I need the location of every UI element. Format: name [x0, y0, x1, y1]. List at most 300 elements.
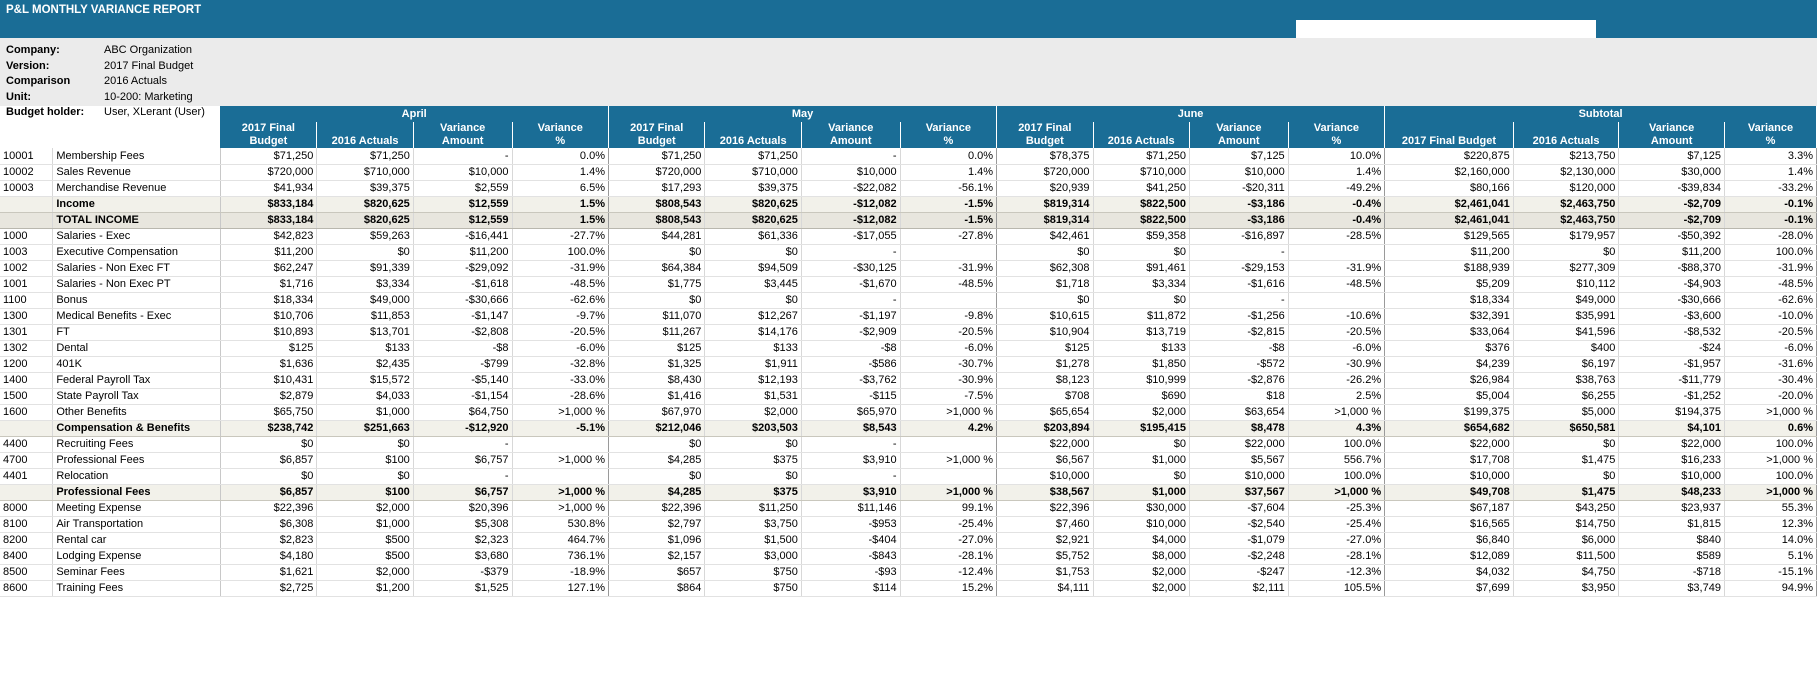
- row-value-cell: -0.1%: [1724, 212, 1816, 228]
- row-value-cell: $33,064: [1385, 324, 1514, 340]
- row-value-cell: $3,910: [801, 484, 900, 500]
- meta-row: [6, 59, 1817, 75]
- row-value-cell: $41,934: [220, 180, 316, 196]
- row-value-cell: -$1,252: [1619, 388, 1725, 404]
- row-account-code: 8000: [0, 500, 53, 516]
- row-account-label: Salaries - Non Exec FT: [53, 260, 221, 276]
- column-header-june-budget: [997, 122, 1093, 148]
- row-value-cell: $62,308: [997, 260, 1093, 276]
- row-value-cell: $30,000: [1619, 164, 1725, 180]
- row-value-cell: -$16,897: [1189, 228, 1288, 244]
- row-value-cell: $4,180: [220, 548, 316, 564]
- row-value-cell: 1.4%: [900, 164, 996, 180]
- row-value-cell: $2,111: [1189, 580, 1288, 596]
- row-value-cell: -48.5%: [900, 276, 996, 292]
- column-header-subtotal-budget: [1385, 122, 1514, 148]
- table-row: [0, 180, 1817, 196]
- row-value-cell: $35,991: [1513, 308, 1619, 324]
- row-value-cell: $65,750: [220, 404, 316, 420]
- row-value-cell: $6,757: [413, 484, 512, 500]
- row-value-cell: 530.8%: [512, 516, 608, 532]
- meta-row: [6, 90, 1817, 106]
- meta-label: Budget holder:: [6, 106, 85, 118]
- row-value-cell: $62,247: [220, 260, 316, 276]
- row-value-cell: >1,000 %: [512, 484, 608, 500]
- header-line-1: Variance: [537, 122, 583, 134]
- row-value-cell: $4,750: [1513, 564, 1619, 580]
- row-account-label: Rental car: [53, 532, 221, 548]
- row-value-cell: -: [801, 468, 900, 484]
- variance-table: [0, 106, 1817, 597]
- row-value-cell: -$16,441: [413, 228, 512, 244]
- row-value-cell: $203,894: [997, 420, 1093, 436]
- row-value-cell: -: [413, 436, 512, 452]
- row-account-label: Recruiting Fees: [53, 436, 221, 452]
- row-account-label: Merchandise Revenue: [53, 180, 221, 196]
- row-value-cell: -25.3%: [1288, 500, 1384, 516]
- row-account-code: 4700: [0, 452, 53, 468]
- row-value-cell: $2,461,041: [1385, 196, 1514, 212]
- row-value-cell: $179,957: [1513, 228, 1619, 244]
- row-value-cell: -: [413, 148, 512, 164]
- row-account-code: 1100: [0, 292, 53, 308]
- row-value-cell: -20.5%: [900, 324, 996, 340]
- row-value-cell: -$2,876: [1189, 372, 1288, 388]
- row-value-cell: 12.3%: [1724, 516, 1816, 532]
- row-account-code: 1302: [0, 340, 53, 356]
- row-value-cell: $2,160,000: [1385, 164, 1514, 180]
- row-value-cell: $12,559: [413, 212, 512, 228]
- row-value-cell: $10,000: [997, 468, 1093, 484]
- row-value-cell: $18,334: [1385, 292, 1514, 308]
- header-line-1: 2017 Final: [630, 122, 684, 134]
- row-value-cell: $0: [997, 244, 1093, 260]
- row-value-cell: $0: [317, 244, 413, 260]
- row-value-cell: $3,910: [801, 452, 900, 468]
- row-value-cell: [900, 292, 996, 308]
- row-value-cell: $820,625: [317, 212, 413, 228]
- row-value-cell: $1,525: [413, 580, 512, 596]
- header-line-2: %: [943, 135, 954, 147]
- row-value-cell: $1,621: [220, 564, 316, 580]
- row-value-cell: $120,000: [1513, 180, 1619, 196]
- column-header-april-variance-amount: [413, 122, 512, 148]
- row-value-cell: 6.5%: [512, 180, 608, 196]
- row-value-cell: $1,475: [1513, 484, 1619, 500]
- row-value-cell: $1,416: [608, 388, 704, 404]
- row-value-cell: $26,984: [1385, 372, 1514, 388]
- row-value-cell: [512, 436, 608, 452]
- row-value-cell: $10,000: [1619, 468, 1725, 484]
- row-account-code: [0, 484, 53, 500]
- row-value-cell: $6,757: [413, 452, 512, 468]
- row-value-cell: $11,853: [317, 308, 413, 324]
- row-value-cell: -$953: [801, 516, 900, 532]
- row-value-cell: $10,000: [1189, 164, 1288, 180]
- row-value-cell: 0.6%: [1724, 420, 1816, 436]
- row-value-cell: $820,625: [317, 196, 413, 212]
- row-value-cell: $0: [705, 244, 801, 260]
- row-value-cell: $195,415: [1093, 420, 1189, 436]
- group-header-row: [0, 106, 1817, 122]
- row-value-cell: -12.4%: [900, 564, 996, 580]
- row-account-code: [0, 212, 53, 228]
- row-value-cell: $13,719: [1093, 324, 1189, 340]
- row-value-cell: $8,000: [1093, 548, 1189, 564]
- header-line-1: Variance: [925, 122, 971, 134]
- row-account-label: Income: [53, 196, 221, 212]
- row-value-cell: $277,309: [1513, 260, 1619, 276]
- row-value-cell: -27.0%: [1288, 532, 1384, 548]
- row-value-cell: $100: [317, 484, 413, 500]
- row-value-cell: -$2,709: [1619, 196, 1725, 212]
- column-header-april-variance-pct: [512, 122, 608, 148]
- row-account-label: Compensation & Benefits: [53, 420, 221, 436]
- row-account-label: Relocation: [53, 468, 221, 484]
- row-value-cell: $4,239: [1385, 356, 1514, 372]
- row-value-cell: -$30,125: [801, 260, 900, 276]
- column-header-subtotal-variance-amount: [1619, 122, 1725, 148]
- row-value-cell: $22,000: [1385, 436, 1514, 452]
- row-value-cell: 1.5%: [512, 212, 608, 228]
- row-value-cell: -1.5%: [900, 196, 996, 212]
- row-value-cell: $42,461: [997, 228, 1093, 244]
- row-value-cell: 94.9%: [1724, 580, 1816, 596]
- row-account-label: Membership Fees: [53, 148, 221, 164]
- row-value-cell: $17,293: [608, 180, 704, 196]
- row-value-cell: -$1,670: [801, 276, 900, 292]
- row-value-cell: $23,937: [1619, 500, 1725, 516]
- row-value-cell: $500: [317, 548, 413, 564]
- row-value-cell: $10,999: [1093, 372, 1189, 388]
- row-value-cell: $375: [705, 484, 801, 500]
- row-value-cell: $3,000: [705, 548, 801, 564]
- row-account-code: 4400: [0, 436, 53, 452]
- row-value-cell: -$12,082: [801, 212, 900, 228]
- column-header-april-budget: [220, 122, 316, 148]
- row-value-cell: $59,358: [1093, 228, 1189, 244]
- header-line-1: 2017 Final Budget: [1401, 135, 1496, 147]
- row-value-cell: -$22,082: [801, 180, 900, 196]
- row-value-cell: $750: [705, 564, 801, 580]
- column-header-may-budget: [608, 122, 704, 148]
- table-row: [0, 340, 1817, 356]
- row-value-cell: $238,742: [220, 420, 316, 436]
- row-value-cell: $10,000: [1189, 468, 1288, 484]
- row-value-cell: $5,004: [1385, 388, 1514, 404]
- row-value-cell: $1,200: [317, 580, 413, 596]
- row-value-cell: $0: [608, 244, 704, 260]
- row-value-cell: -20.0%: [1724, 388, 1816, 404]
- row-value-cell: $100: [317, 452, 413, 468]
- table-row: [0, 308, 1817, 324]
- row-value-cell: $94,509: [705, 260, 801, 276]
- row-value-cell: $42,823: [220, 228, 316, 244]
- row-value-cell: $22,000: [1619, 436, 1725, 452]
- row-value-cell: $6,857: [220, 452, 316, 468]
- row-account-label: State Payroll Tax: [53, 388, 221, 404]
- row-value-cell: -$8: [413, 340, 512, 356]
- row-value-cell: $78,375: [997, 148, 1093, 164]
- row-value-cell: [1288, 244, 1384, 260]
- row-value-cell: -$17,055: [801, 228, 900, 244]
- row-value-cell: $11,200: [1385, 244, 1514, 260]
- row-value-cell: -6.0%: [1724, 340, 1816, 356]
- row-value-cell: $0: [220, 468, 316, 484]
- row-account-code: 10002: [0, 164, 53, 180]
- row-value-cell: $0: [705, 292, 801, 308]
- row-value-cell: -31.6%: [1724, 356, 1816, 372]
- row-value-cell: $11,200: [413, 244, 512, 260]
- row-value-cell: $2,000: [705, 404, 801, 420]
- row-value-cell: $91,461: [1093, 260, 1189, 276]
- row-value-cell: -6.0%: [900, 340, 996, 356]
- row-value-cell: $2,157: [608, 548, 704, 564]
- row-value-cell: $18: [1189, 388, 1288, 404]
- column-header-april-actuals: [317, 122, 413, 148]
- row-account-label: Professional Fees: [53, 452, 221, 468]
- row-value-cell: -$2,248: [1189, 548, 1288, 564]
- row-value-cell: $2,725: [220, 580, 316, 596]
- row-value-cell: -31.9%: [900, 260, 996, 276]
- row-value-cell: >1,000 %: [1288, 484, 1384, 500]
- row-value-cell: $37,567: [1189, 484, 1288, 500]
- row-value-cell: -25.4%: [900, 516, 996, 532]
- row-value-cell: $14,176: [705, 324, 801, 340]
- row-value-cell: -$50,392: [1619, 228, 1725, 244]
- row-value-cell: $11,146: [801, 500, 900, 516]
- row-value-cell: $0: [220, 436, 316, 452]
- header-line-1: 2016 Actuals: [1532, 135, 1600, 147]
- row-value-cell: >1,000 %: [1724, 484, 1816, 500]
- column-header-row: [0, 122, 1817, 148]
- row-value-cell: -: [801, 292, 900, 308]
- row-value-cell: $2,559: [413, 180, 512, 196]
- row-value-cell: -$3,762: [801, 372, 900, 388]
- row-value-cell: $3,445: [705, 276, 801, 292]
- header-line-1: Variance: [828, 122, 874, 134]
- row-value-cell: $7,699: [1385, 580, 1514, 596]
- row-account-code: [0, 420, 53, 436]
- row-value-cell: $1,000: [1093, 484, 1189, 500]
- row-value-cell: 105.5%: [1288, 580, 1384, 596]
- row-value-cell: $12,267: [705, 308, 801, 324]
- row-value-cell: $2,000: [1093, 404, 1189, 420]
- row-value-cell: -56.1%: [900, 180, 996, 196]
- row-value-cell: $650,581: [1513, 420, 1619, 436]
- row-value-cell: 1.4%: [1724, 164, 1816, 180]
- row-value-cell: 4.2%: [900, 420, 996, 436]
- row-value-cell: 4.3%: [1288, 420, 1384, 436]
- row-value-cell: -$8,532: [1619, 324, 1725, 340]
- row-value-cell: $12,193: [705, 372, 801, 388]
- row-account-code: 1001: [0, 276, 53, 292]
- row-value-cell: $2,435: [317, 356, 413, 372]
- meta-value: 2016 Actuals: [104, 75, 167, 87]
- row-value-cell: $20,939: [997, 180, 1093, 196]
- row-value-cell: $20,396: [413, 500, 512, 516]
- row-value-cell: -$404: [801, 532, 900, 548]
- header-line-2: Budget: [1025, 135, 1064, 147]
- row-value-cell: -$12,920: [413, 420, 512, 436]
- row-value-cell: $657: [608, 564, 704, 580]
- row-value-cell: -18.9%: [512, 564, 608, 580]
- row-value-cell: $8,543: [801, 420, 900, 436]
- row-value-cell: -33.2%: [1724, 180, 1816, 196]
- row-account-code: 8400: [0, 548, 53, 564]
- row-value-cell: -62.6%: [512, 292, 608, 308]
- row-value-cell: -: [1189, 292, 1288, 308]
- row-value-cell: $0: [1093, 436, 1189, 452]
- row-value-cell: -0.4%: [1288, 212, 1384, 228]
- row-value-cell: $5,752: [997, 548, 1093, 564]
- row-value-cell: -$7,604: [1189, 500, 1288, 516]
- row-account-label: Seminar Fees: [53, 564, 221, 580]
- row-value-cell: $808,543: [608, 196, 704, 212]
- group-header-june: June: [997, 106, 1385, 122]
- row-value-cell: -$93: [801, 564, 900, 580]
- row-account-code: 1003: [0, 244, 53, 260]
- row-value-cell: $251,663: [317, 420, 413, 436]
- row-value-cell: -48.5%: [1288, 276, 1384, 292]
- row-value-cell: $5,308: [413, 516, 512, 532]
- row-value-cell: $5,209: [1385, 276, 1514, 292]
- row-value-cell: $8,123: [997, 372, 1093, 388]
- header-line-2: Amount: [1650, 135, 1693, 147]
- row-value-cell: -$1,197: [801, 308, 900, 324]
- meta-row: [6, 43, 1817, 59]
- row-value-cell: $71,250: [317, 148, 413, 164]
- row-value-cell: -: [413, 468, 512, 484]
- row-value-cell: -26.2%: [1288, 372, 1384, 388]
- row-value-cell: -20.5%: [512, 324, 608, 340]
- row-value-cell: $67,187: [1385, 500, 1514, 516]
- row-value-cell: -31.9%: [1724, 260, 1816, 276]
- row-value-cell: $1,278: [997, 356, 1093, 372]
- row-value-cell: $11,250: [705, 500, 801, 516]
- row-account-label: Medical Benefits - Exec: [53, 308, 221, 324]
- row-value-cell: $0: [608, 292, 704, 308]
- row-value-cell: -$29,153: [1189, 260, 1288, 276]
- row-account-code: 1600: [0, 404, 53, 420]
- meta-label: Unit:: [6, 90, 32, 103]
- row-value-cell: [900, 436, 996, 452]
- row-value-cell: $822,500: [1093, 196, 1189, 212]
- row-value-cell: >1,000 %: [1724, 404, 1816, 420]
- row-value-cell: $5,567: [1189, 452, 1288, 468]
- row-value-cell: >1,000 %: [512, 452, 608, 468]
- row-value-cell: $1,096: [608, 532, 704, 548]
- row-value-cell: $22,000: [997, 436, 1093, 452]
- row-value-cell: $2,797: [608, 516, 704, 532]
- row-value-cell: -$1,957: [1619, 356, 1725, 372]
- row-value-cell: 464.7%: [512, 532, 608, 548]
- row-value-cell: $2,921: [997, 532, 1093, 548]
- row-account-label: Sales Revenue: [53, 164, 221, 180]
- row-value-cell: $213,750: [1513, 148, 1619, 164]
- table-row: [0, 356, 1817, 372]
- table-body: [0, 148, 1817, 596]
- row-value-cell: -: [801, 436, 900, 452]
- row-value-cell: 100.0%: [1288, 436, 1384, 452]
- row-value-cell: $199,375: [1385, 404, 1514, 420]
- row-value-cell: -$1,147: [413, 308, 512, 324]
- header-line-2: Budget: [249, 135, 288, 147]
- row-value-cell: $65,654: [997, 404, 1093, 420]
- row-value-cell: -$8: [801, 340, 900, 356]
- row-value-cell: -$572: [1189, 356, 1288, 372]
- row-value-cell: $0: [1093, 244, 1189, 260]
- row-value-cell: $71,250: [1093, 148, 1189, 164]
- row-value-cell: $10,112: [1513, 276, 1619, 292]
- row-value-cell: -48.5%: [1724, 276, 1816, 292]
- row-value-cell: $4,111: [997, 580, 1093, 596]
- row-account-label: Training Fees: [53, 580, 221, 596]
- row-value-cell: $212,046: [608, 420, 704, 436]
- row-value-cell: -12.3%: [1288, 564, 1384, 580]
- row-value-cell: $80,166: [1385, 180, 1514, 196]
- title-accent-band: [0, 20, 1817, 38]
- row-value-cell: $8,430: [608, 372, 704, 388]
- row-value-cell: -$843: [801, 548, 900, 564]
- row-value-cell: -30.7%: [900, 356, 996, 372]
- row-value-cell: $59,263: [317, 228, 413, 244]
- row-value-cell: -5.1%: [512, 420, 608, 436]
- row-value-cell: -$1,618: [413, 276, 512, 292]
- row-value-cell: $1,850: [1093, 356, 1189, 372]
- row-value-cell: $12,089: [1385, 548, 1514, 564]
- row-value-cell: $2,463,750: [1513, 212, 1619, 228]
- row-value-cell: -$1,079: [1189, 532, 1288, 548]
- table-row: [0, 276, 1817, 292]
- row-value-cell: $38,567: [997, 484, 1093, 500]
- row-account-label: Other Benefits: [53, 404, 221, 420]
- row-value-cell: $1,000: [1093, 452, 1189, 468]
- row-value-cell: 15.2%: [900, 580, 996, 596]
- row-value-cell: -$30,666: [413, 292, 512, 308]
- row-value-cell: $822,500: [1093, 212, 1189, 228]
- row-value-cell: -48.5%: [512, 276, 608, 292]
- row-value-cell: 100.0%: [512, 244, 608, 260]
- row-value-cell: 100.0%: [1724, 468, 1816, 484]
- row-value-cell: $6,308: [220, 516, 316, 532]
- row-value-cell: -$5,140: [413, 372, 512, 388]
- row-account-code: 8600: [0, 580, 53, 596]
- row-value-cell: >1,000 %: [900, 484, 996, 500]
- row-value-cell: $1,475: [1513, 452, 1619, 468]
- row-value-cell: -$799: [413, 356, 512, 372]
- row-account-code: 4401: [0, 468, 53, 484]
- table-row: [0, 196, 1817, 212]
- row-value-cell: -28.5%: [1288, 228, 1384, 244]
- row-value-cell: -$2,909: [801, 324, 900, 340]
- row-account-label: Professional Fees: [53, 484, 221, 500]
- table-row: [0, 404, 1817, 420]
- row-value-cell: [512, 468, 608, 484]
- row-value-cell: >1,000 %: [512, 404, 608, 420]
- row-value-cell: -27.7%: [512, 228, 608, 244]
- row-account-label: FT: [53, 324, 221, 340]
- row-value-cell: -15.1%: [1724, 564, 1816, 580]
- row-value-cell: $4,285: [608, 484, 704, 500]
- row-value-cell: $63,654: [1189, 404, 1288, 420]
- row-value-cell: -: [1189, 244, 1288, 260]
- row-value-cell: $10,431: [220, 372, 316, 388]
- row-value-cell: $690: [1093, 388, 1189, 404]
- column-header-code: [0, 122, 53, 148]
- row-value-cell: $44,281: [608, 228, 704, 244]
- row-value-cell: -$30,666: [1619, 292, 1725, 308]
